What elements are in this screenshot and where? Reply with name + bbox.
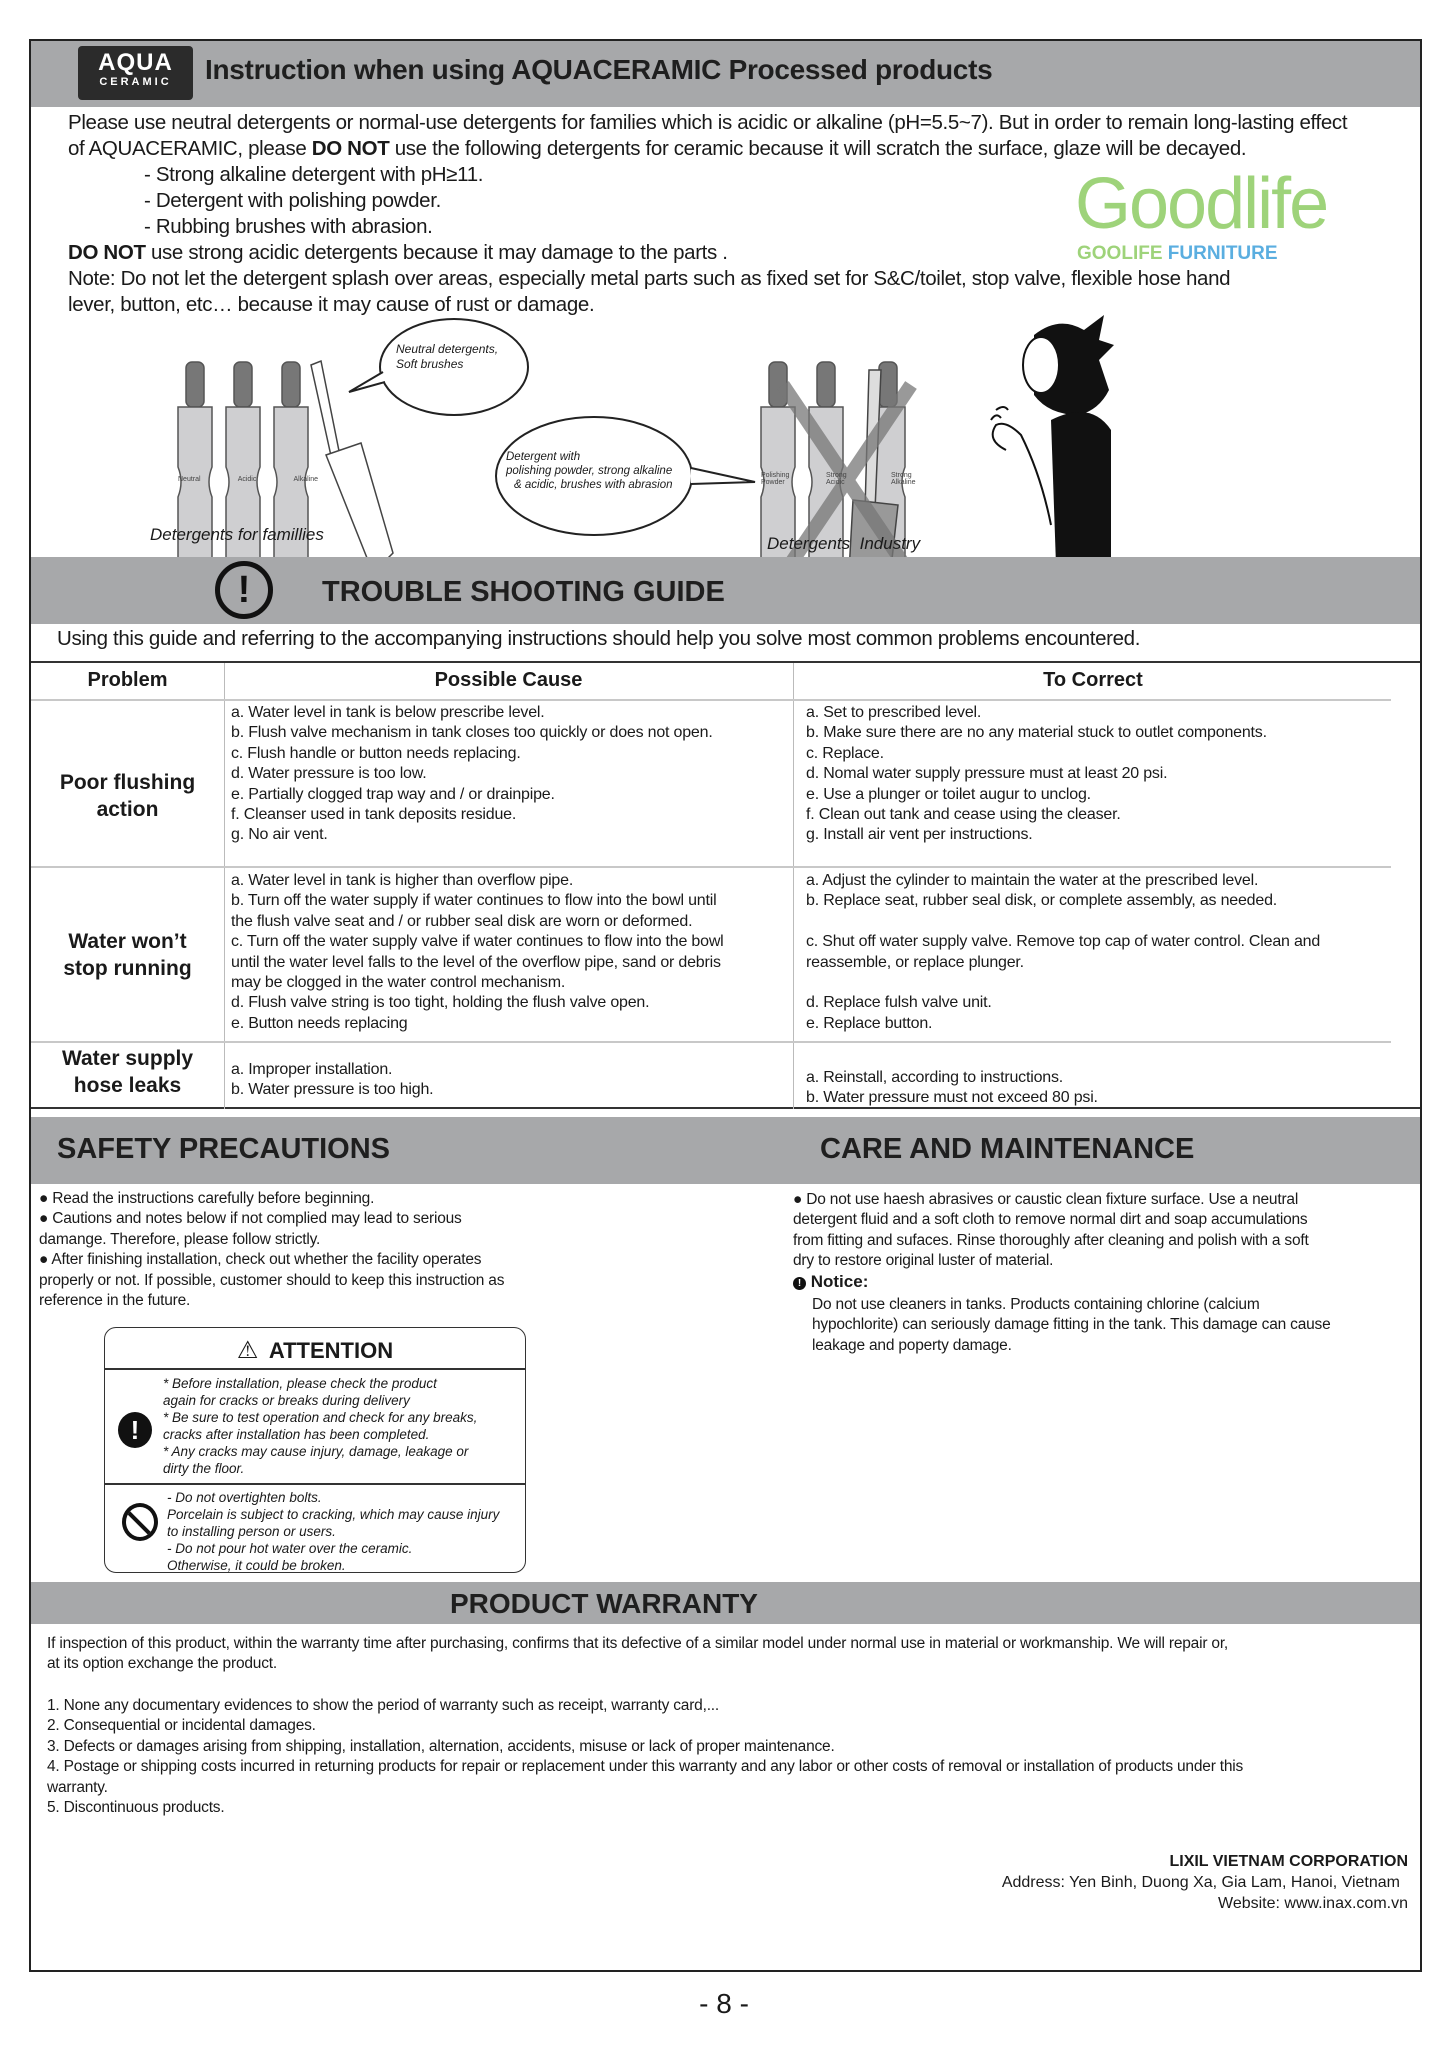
text-line: a. Adjust the cylinder to maintain the water at the prescribed level. <box>806 872 1259 889</box>
text-line: 3. Defects or damages arising from shipping, installation, alternation, accidents, misuse or lack of proper maintenance. <box>47 1737 835 1755</box>
correct-cell <box>806 1068 1098 1109</box>
text-line: a. Improper installation. <box>231 1061 393 1078</box>
industry-caption: Detergents Industry <box>767 534 921 553</box>
goodlife-watermark <box>1075 164 1405 264</box>
trouble-table <box>31 661 1420 1109</box>
problem-line: Water won’t <box>68 930 187 953</box>
header-problem: Problem <box>87 669 168 691</box>
notice-icon: ! <box>793 1277 806 1290</box>
intro-bullet: - Strong alkaline detergent with pH≥11. <box>144 163 484 186</box>
note-line1: Note: Do not let the detergent splash over areas, especially metal parts such as fixed set for S&C/toilet, stop valve, flexible hose hand <box>68 267 1231 290</box>
do-not-emphasis: DO NOT <box>311 137 390 160</box>
page-title: Instruction when using AQUACERAMIC Processed products <box>205 54 993 85</box>
family-bottle-labels <box>178 476 318 483</box>
problem-line: stop running <box>63 957 192 980</box>
text-line: cracks after installation has been completed. <box>163 1427 430 1442</box>
mandatory-exclamation-icon: ! <box>118 1412 152 1448</box>
cause-cell <box>231 1060 433 1101</box>
text-line: a. Water level in tank is below prescribe level. <box>231 704 545 721</box>
text-line: a. Water level in tank is higher than overflow pipe. <box>231 872 574 889</box>
company-info <box>1002 1851 1408 1914</box>
industry-bubble-text <box>506 450 673 492</box>
watermark-sub1: GOOLIFE <box>1077 243 1163 264</box>
text-line: d. Replace fulsh valve unit. <box>806 994 992 1012</box>
text-line: c. Flush handle or button needs replacing. <box>231 744 521 762</box>
watermark-sub2: FURNITURE <box>1162 243 1278 264</box>
notice-heading <box>793 1272 868 1292</box>
header-correct: To Correct <box>1043 669 1143 691</box>
text-line: 1. None any documentary evidences to show the period of warranty such as receipt, warranty card,... <box>47 1697 720 1714</box>
bottle-label: Neutral <box>178 476 201 483</box>
text-line: c. Replace. <box>806 744 884 762</box>
warning-text: use strong acidic detergents because it may damage to the parts . <box>145 241 728 264</box>
correct-cell <box>806 703 1267 846</box>
text-line: 5. Discontinuous products. <box>47 1798 225 1816</box>
header-cause: Possible Cause <box>434 669 583 691</box>
care-list <box>793 1190 1309 1272</box>
text-line: e. Button needs replacing <box>231 1014 408 1032</box>
problem-cell <box>31 1045 224 1099</box>
company-name: LIXIL VIETNAM CORPORATION <box>1169 1853 1408 1870</box>
text-line: properly or not. If possible, customer should to keep this instruction as <box>39 1271 505 1289</box>
text-line: e. Use a plunger or toilet augur to unclog. <box>806 785 1091 803</box>
intro-line1: Please use neutral detergents or normal-use detergents for families which is acidic or alkaline (pH=5.5~7). But in order to remain long-lasting effect <box>68 111 1348 134</box>
text-line: b. Flush valve mechanism in tank closes too quickly or does not open. <box>231 724 713 742</box>
text-line: 4. Postage or shipping costs incurred in returning products for repair or replacement under this warranty and any labor or other costs of removal or installation of products under this <box>47 1758 1244 1776</box>
text-line: * Be sure to test operation and check for any breaks, <box>163 1410 478 1425</box>
note-line2: lever, button, etc… because it may cause of rust or damage. <box>68 293 595 316</box>
text-line: b. Water pressure must not exceed 80 psi. <box>806 1089 1098 1107</box>
bottle-label: Polishing Powder <box>761 472 790 486</box>
text-line: d. Flush valve string is too tight, holding the flush valve open. <box>231 994 650 1012</box>
text-line: ● Do not use haesh abrasives or caustic clean fixture surface. Use a neutral <box>793 1191 1299 1208</box>
bubble-line: Soft brushes <box>396 357 464 371</box>
text-line: c. Shut off water supply valve. Remove top cap of water control. Clean and <box>806 933 1321 951</box>
warning-line <box>68 240 728 266</box>
text-line: ● Cautions and notes below if not complied may lead to serious <box>39 1210 462 1228</box>
attention-title: ATTENTION <box>268 1338 394 1363</box>
intro-bullet: - Detergent with polishing powder. <box>144 189 441 212</box>
text-line <box>806 973 1320 993</box>
bubble-line: Neutral detergents, <box>396 342 499 356</box>
text-line: b. Make sure there are no any material stuck to outlet components. <box>806 724 1267 742</box>
bottle-label: Strong Acidic <box>826 472 847 486</box>
text-line: If inspection of this product, within the warranty time after purchasing, confirms that its defective of a similar model under normal use in material or workmanship. We will repair or, <box>47 1635 1229 1652</box>
attention-must-text <box>163 1375 477 1477</box>
bubble-line: & acidic, brushes with abrasion <box>514 479 673 491</box>
logo-line1: AQUA <box>98 49 173 76</box>
watermark-sub <box>1077 244 1278 264</box>
problem-cell <box>31 769 224 823</box>
text-line: - Do not overtighten bolts. <box>167 1490 322 1505</box>
trouble-subtitle: Using this guide and referring to the accompanying instructions should help you solve most common problems encountered. <box>57 627 1141 650</box>
problem-line: action <box>96 798 159 821</box>
text-line: 2. Consequential or incidental damages. <box>47 1717 316 1735</box>
bubble-line: Detergent with <box>506 451 581 463</box>
text-line: leakage and poperty damage. <box>812 1336 1012 1354</box>
text-line: g. No air vent. <box>231 826 328 844</box>
notice-text <box>812 1295 1331 1356</box>
watermark-main: Goodlife <box>1075 164 1328 244</box>
company-address: Address: Yen Binh, Duong Xa, Gia Lam, Hanoi, Vietnam <box>1001 1874 1400 1891</box>
text-line: g. Install air vent per instructions. <box>806 826 1033 844</box>
correct-cell <box>806 871 1320 1034</box>
warranty-title: PRODUCT WARRANTY <box>450 1588 758 1619</box>
company-website: Website: www.inax.com.vn <box>1218 1895 1408 1912</box>
text-line: again for cracks or breaks during delivery <box>163 1393 410 1408</box>
cause-cell <box>231 871 724 1034</box>
bubble-line: polishing powder, strong alkaline <box>506 465 673 477</box>
attention-prohibit-text <box>167 1489 499 1574</box>
text-line: a. Reinstall, according to instructions. <box>806 1069 1064 1086</box>
text-line: f. Cleanser used in tank deposits residue. <box>231 805 517 823</box>
care-title: CARE AND MAINTENANCE <box>820 1133 1195 1165</box>
text-line: the flush valve seat and / or rubber seal disk are worn or deformed. <box>231 912 693 930</box>
text-line: at its option exchange the product. <box>47 1655 277 1673</box>
industry-bottle-labels <box>761 472 921 486</box>
text-line: Otherwise, it could be broken. <box>167 1558 346 1573</box>
text-line: Porcelain is subject to cracking, which may cause injury <box>167 1507 500 1522</box>
text-line: reassemble, or replace plunger. <box>806 953 1024 971</box>
text-line: e. Replace button. <box>806 1014 933 1032</box>
bottle-label: Strong Alkaline <box>891 472 916 486</box>
text-line: damange. Therefore, please follow strictly. <box>39 1230 321 1248</box>
text-line: reference in the future. <box>39 1291 191 1309</box>
family-bubble-text <box>396 342 498 372</box>
text-line: until the water level falls to the level of the overflow pipe, sand or debris <box>231 953 721 971</box>
prohibited-icon <box>122 1503 158 1541</box>
warranty-intro <box>47 1634 1228 1675</box>
text-line: d. Water pressure is too low. <box>231 765 427 783</box>
problem-line: Water supply <box>61 1047 194 1070</box>
text-line: dirty the floor. <box>163 1461 245 1476</box>
page-number: - 8 - <box>699 1988 749 2019</box>
aqua-ceramic-logo <box>78 46 193 100</box>
problem-cell <box>31 928 224 982</box>
warranty-items <box>47 1696 1243 1818</box>
attention-must-section <box>105 1370 525 1485</box>
text-line: b. Water pressure is too high. <box>231 1081 434 1099</box>
family-caption: Detergents for famillies <box>150 525 324 544</box>
text-line: hypochlorite) can seriously damage fitting in the tank. This damage can cause <box>812 1316 1331 1334</box>
text-line: * Before installation, please check the product <box>163 1376 437 1391</box>
text-line: e. Partially clogged trap way and / or drainpipe. <box>231 785 555 803</box>
text-line: - Do not pour hot water over the ceramic. <box>167 1541 413 1556</box>
text-line <box>806 912 1320 932</box>
safety-title: SAFETY PRECAUTIONS <box>57 1133 391 1165</box>
warning-triangle-icon: ⚠ <box>236 1337 259 1364</box>
logo-line2: CERAMIC <box>99 76 172 88</box>
bottle-label: Acidic <box>237 476 257 483</box>
text-line: b. Turn off the water supply if water continues to flow into the bowl until <box>231 892 717 910</box>
problem-line: hose leaks <box>73 1074 182 1097</box>
cause-cell <box>231 703 713 846</box>
text-line: * Any cracks may cause injury, damage, leakage or <box>163 1444 469 1459</box>
text-line: from fitting and sufaces. Rinse thoroughly after cleaning and polish with a soft <box>793 1231 1309 1249</box>
problem-line: Poor flushing <box>59 771 196 794</box>
bottle-label: Alkaline <box>293 476 318 483</box>
trouble-title: TROUBLE SHOOTING GUIDE <box>322 576 725 608</box>
exclamation-circle-icon: ! <box>215 561 273 619</box>
text-line: a. Set to prescribed level. <box>806 704 982 721</box>
text-line: ● After finishing installation, check out whether the facility operates <box>39 1251 482 1269</box>
text-line: d. Nomal water supply pressure must at least 20 psi. <box>806 765 1168 783</box>
text-line: c. Turn off the water supply valve if water continues to flow into the bowl <box>231 933 724 951</box>
text-line: detergent fluid and a soft cloth to remove normal dirt and soap accumulations <box>793 1211 1308 1229</box>
intro-text: use the following detergents for ceramic because it will scratch the surface, glaze will be decayed. <box>389 137 1247 160</box>
text-line: ● Read the instructions carefully before beginning. <box>39 1190 375 1207</box>
intro-bullet: - Rubbing brushes with abrasion. <box>144 215 433 238</box>
text-line: Do not use cleaners in tanks. Products containing chlorine (calcium <box>812 1296 1260 1313</box>
attention-header <box>105 1328 525 1370</box>
text-line: warranty. <box>47 1778 108 1796</box>
do-not-emphasis: DO NOT <box>68 241 146 264</box>
text-line: may be clogged in the water control mechanism. <box>231 973 566 991</box>
intro-line2 <box>68 136 1246 162</box>
attention-box <box>104 1327 526 1573</box>
notice-title: Notice: <box>810 1272 869 1291</box>
text-line: dry to restore original luster of material. <box>793 1252 1054 1270</box>
text-line: to installing person or users. <box>167 1524 336 1539</box>
text-line: b. Replace seat, rubber seal disk, or complete assembly, as needed. <box>806 892 1278 910</box>
intro-text: of AQUACERAMIC, please <box>68 137 312 160</box>
safety-list <box>39 1189 504 1311</box>
text-line: f. Clean out tank and cease using the cleaser. <box>806 805 1121 823</box>
detergent-illustration <box>31 310 1420 560</box>
cartoon-person-icon <box>991 315 1114 560</box>
